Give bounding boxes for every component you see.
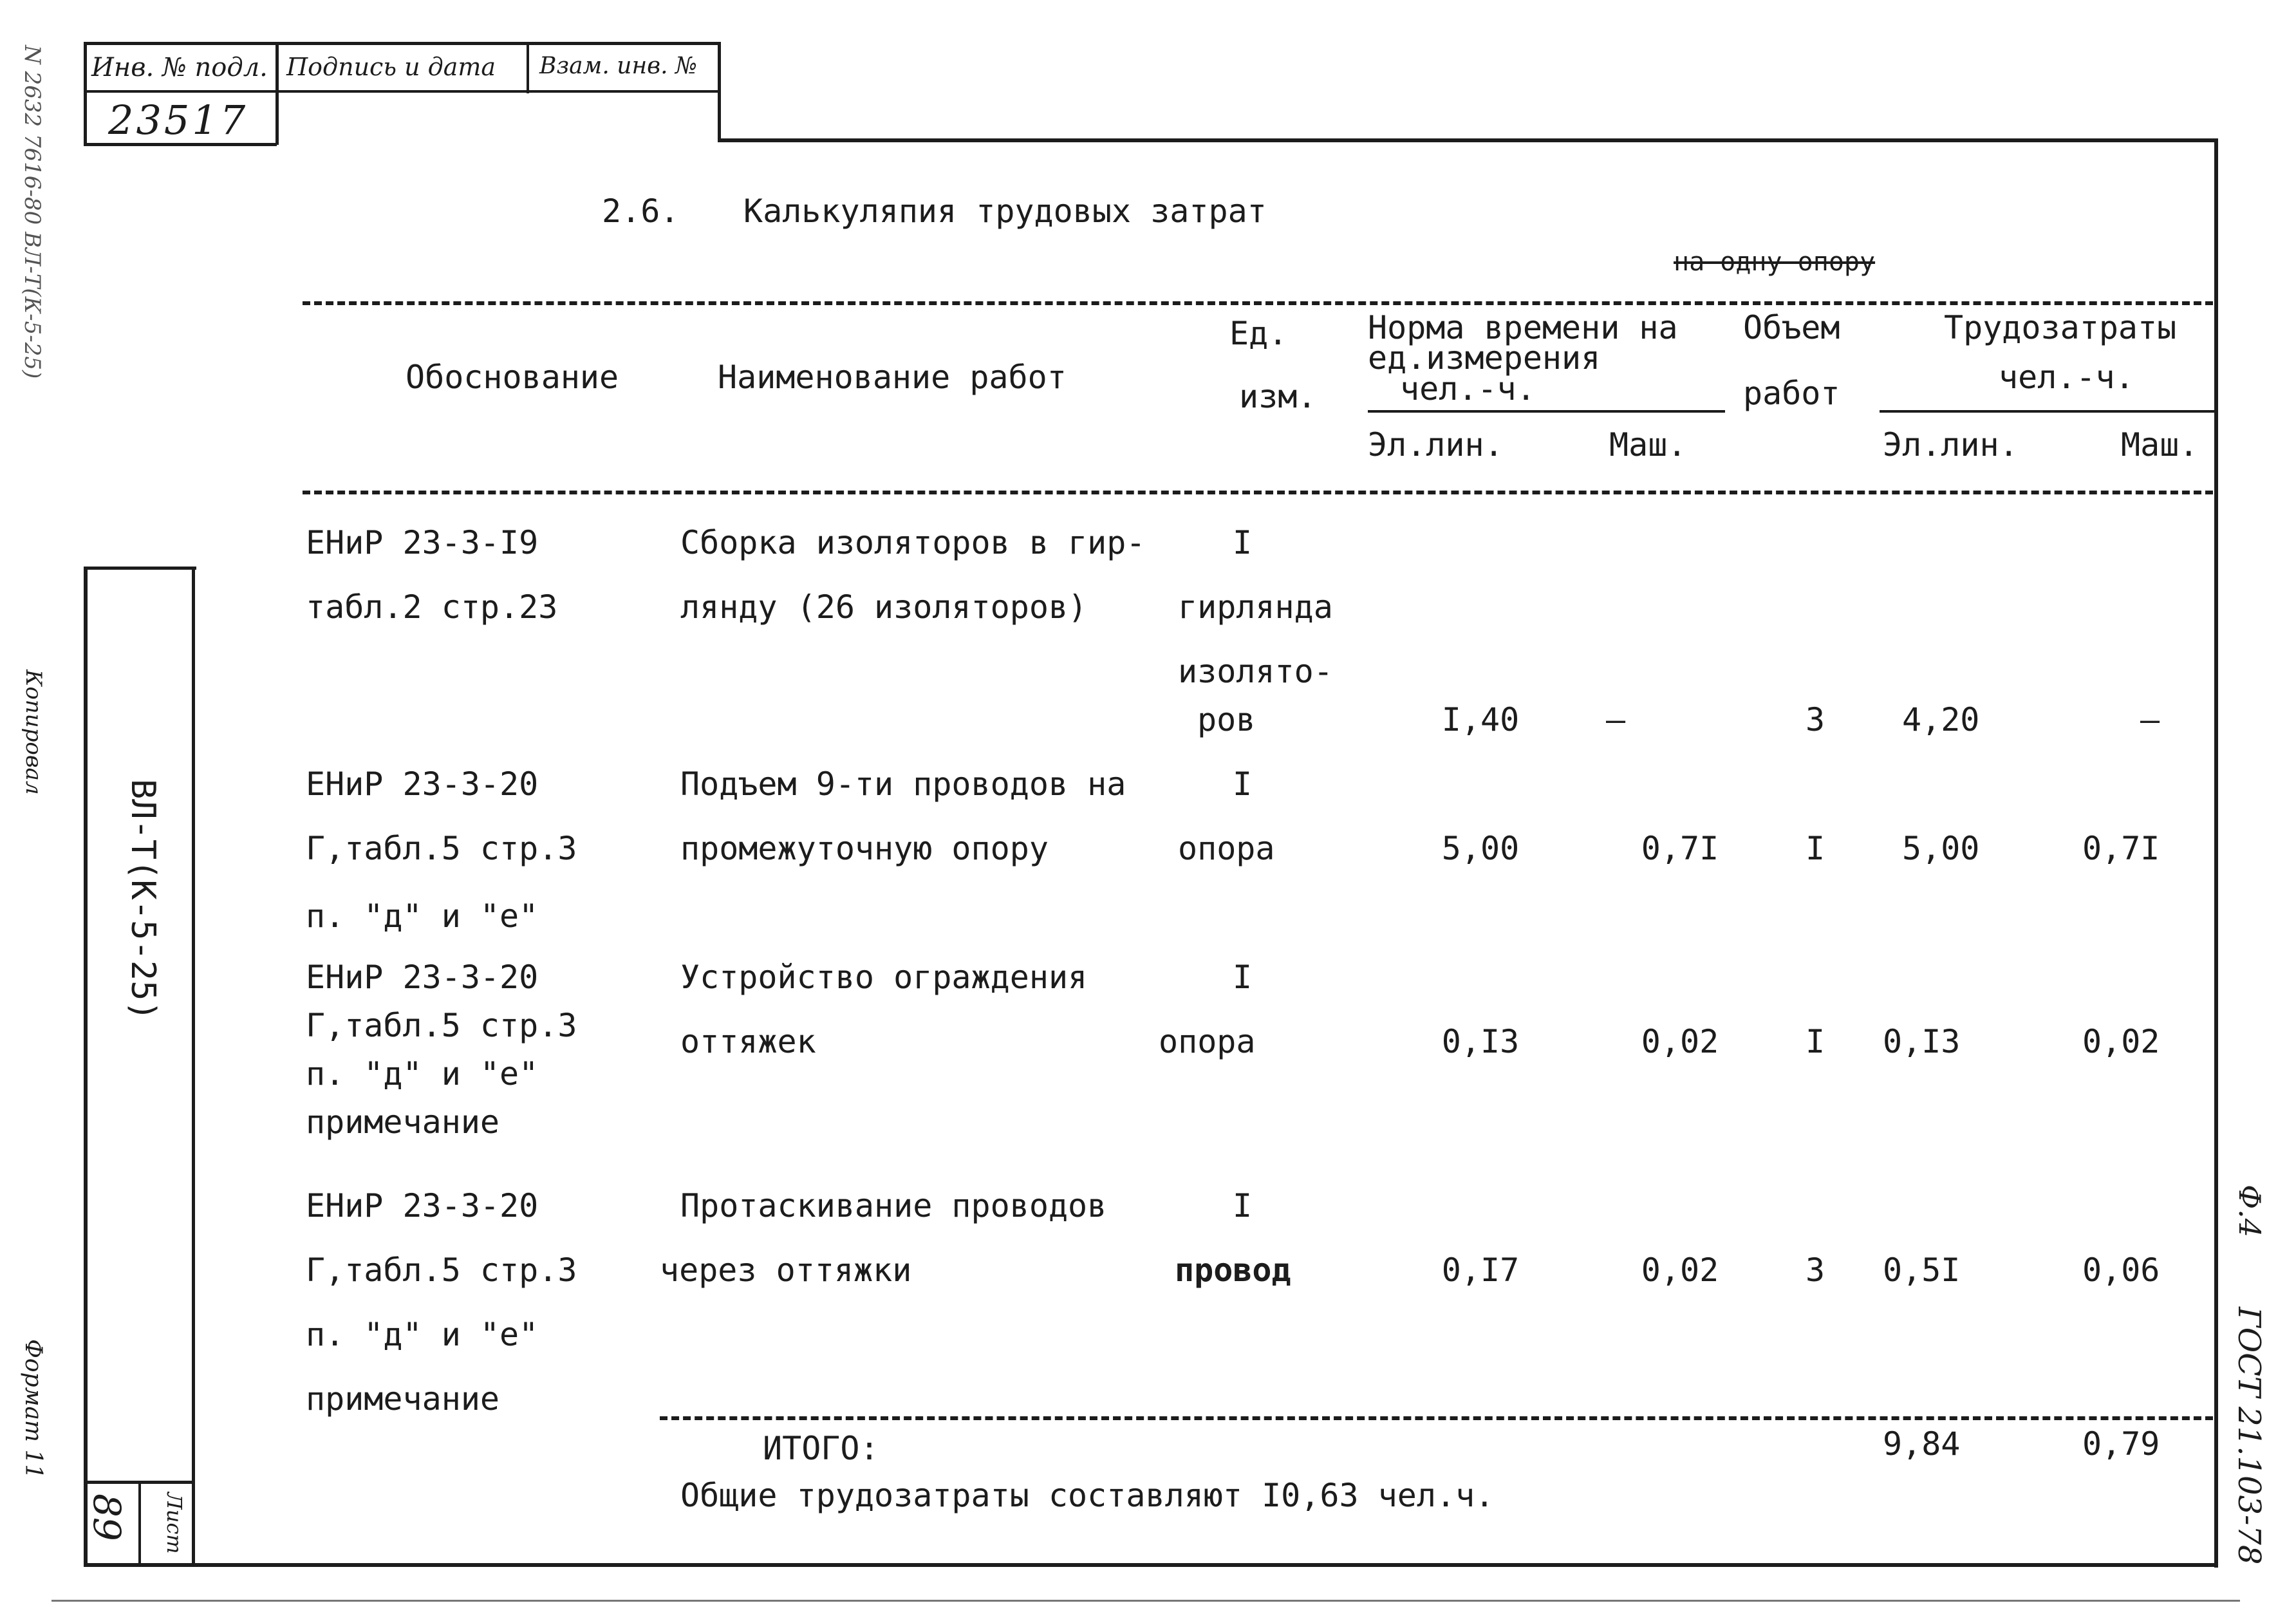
row4-labor-mash: 0,06 — [2082, 1251, 2160, 1289]
subheader-mash-labor: Маш. — [2121, 426, 2199, 464]
row1-labor-mash: – — [2140, 701, 2160, 738]
row4-volume: 3 — [1805, 1251, 1825, 1289]
row1-norm-el: I,40 — [1441, 701, 1520, 738]
page-title: Калькуляпия трудовых затрат — [743, 192, 1267, 230]
side-doc-code: ВЛ-Т(К-5-25) — [124, 779, 162, 1021]
row2-norm-el: 5,00 — [1441, 830, 1520, 867]
row1-unit-1: I — [1233, 524, 1253, 561]
row4-norm-el: 0,I7 — [1441, 1251, 1520, 1289]
header-unit-2: изм. — [1239, 378, 1317, 415]
row1-labor-el: 4,20 — [1902, 701, 1980, 738]
left-margin-kopiroval: Копировал — [21, 670, 46, 795]
row3-labor-el: 0,I3 — [1883, 1023, 1961, 1060]
total-label: ИТОГО: — [763, 1430, 879, 1467]
row4-basis-3: п. "д" и "е" — [306, 1316, 539, 1353]
row2-norm-mash: 0,7I — [1641, 830, 1719, 867]
side-sheet-label: Лист — [162, 1492, 187, 1554]
header-labor-2: чел.-ч. — [1999, 359, 2134, 396]
row4-unit-1: I — [1233, 1187, 1253, 1224]
row2-volume: I — [1805, 830, 1825, 867]
row1-unit-3: изолято- — [1178, 653, 1333, 690]
header-name: Наименование работ — [718, 359, 1067, 396]
row3-norm-el: 0,I3 — [1441, 1023, 1520, 1060]
row2-name-1: Подъем 9-ти проводов на — [680, 765, 1126, 803]
header-basis: Обоснование — [406, 359, 619, 396]
total-mash: 0,79 — [2082, 1425, 2160, 1463]
row1-norm-mash: – — [1605, 701, 1626, 738]
summary-text: Общие трудозатраты составляют I0,63 чел.ч. — [680, 1477, 1495, 1514]
header-norm-3: чел.-ч. — [1400, 370, 1536, 408]
row1-basis-2: табл.2 стр.23 — [306, 588, 558, 626]
row4-name-2: через оттяжки — [660, 1251, 912, 1289]
subheader-el-norm: Эл.лин. — [1368, 426, 1504, 464]
row4-basis-1: ЕНиР 23-3-20 — [306, 1187, 539, 1224]
header-volume-1: Объем — [1743, 309, 1840, 346]
row4-norm-mash: 0,02 — [1641, 1251, 1719, 1289]
row3-basis-2: Г,табл.5 стр.3 — [306, 1007, 577, 1044]
right-form-label: Ф.4 — [2232, 1185, 2267, 1238]
header-unit-1: Ед. — [1229, 315, 1288, 352]
right-gost-label: ГОСТ 21.103-78 — [2231, 1307, 2267, 1565]
row2-name-2: промежуточную опору — [680, 830, 1049, 867]
row2-unit-1: I — [1233, 765, 1253, 803]
row1-name-2: лянду (26 изоляторов) — [680, 588, 1088, 626]
row3-norm-mash: 0,02 — [1641, 1023, 1719, 1060]
row4-name-1: Протаскивание проводов — [680, 1187, 1107, 1224]
row2-labor-mash: 0,7I — [2082, 830, 2160, 867]
stamp-sign-label: Подпись и дата — [286, 53, 496, 81]
section-number: 2.6. — [602, 192, 680, 230]
row4-basis-4: примечание — [306, 1380, 500, 1418]
subheader-mash-norm: Маш. — [1609, 426, 1687, 464]
left-margin-doc-code: N 2632 7616-80 ВЛ-Т(К-5-25) — [19, 45, 45, 379]
subheader-el-labor: Эл.лин. — [1883, 426, 2019, 464]
row2-unit-2: опора — [1178, 830, 1275, 867]
row3-name-1: Устройство ограждения — [680, 959, 1088, 996]
row1-name-1: Сборка изоляторов в гир- — [680, 524, 1146, 561]
row3-basis-4: примечание — [306, 1103, 500, 1141]
row3-unit-1: I — [1233, 959, 1253, 996]
struck-note: на одну опору — [1674, 247, 1876, 277]
stamp-inv-label: Инв. № подл. — [91, 53, 268, 82]
row3-labor-mash: 0,02 — [2082, 1023, 2160, 1060]
row2-labor-el: 5,00 — [1902, 830, 1980, 867]
row3-basis-1: ЕНиР 23-3-20 — [306, 959, 539, 996]
row1-unit-4: ров — [1197, 701, 1256, 738]
row4-unit-2: провод — [1175, 1251, 1291, 1289]
row3-basis-3: п. "д" и "е" — [306, 1055, 539, 1092]
left-margin-format: Формат 11 — [20, 1339, 46, 1479]
side-sheet-number: 89 — [85, 1494, 129, 1541]
row3-name-2: оттяжек — [680, 1023, 816, 1060]
row2-basis-1: ЕНиР 23-3-20 — [306, 765, 539, 803]
row3-volume: I — [1805, 1023, 1825, 1060]
row1-basis-1: ЕНиР 23-3-I9 — [306, 524, 539, 561]
header-norm-2: ед.измерения — [1368, 339, 1601, 377]
row2-basis-2: Г,табл.5 стр.3 — [306, 830, 577, 867]
header-labor-1: Трудозатраты — [1944, 309, 2177, 346]
stamp-vzam-label: Взам. инв. № — [539, 53, 698, 79]
stamp-inv-number: 23517 — [108, 97, 248, 144]
header-norm-1: Норма времени на — [1368, 309, 1678, 346]
header-volume-2: работ — [1743, 375, 1840, 412]
row4-labor-el: 0,5I — [1883, 1251, 1961, 1289]
row1-volume: 3 — [1805, 701, 1825, 738]
row3-unit-2: опора — [1159, 1023, 1256, 1060]
total-el: 9,84 — [1883, 1425, 1961, 1463]
row2-basis-3: п. "д" и "е" — [306, 897, 539, 935]
row4-basis-2: Г,табл.5 стр.3 — [306, 1251, 577, 1289]
row1-unit-2: гирлянда — [1178, 588, 1333, 626]
